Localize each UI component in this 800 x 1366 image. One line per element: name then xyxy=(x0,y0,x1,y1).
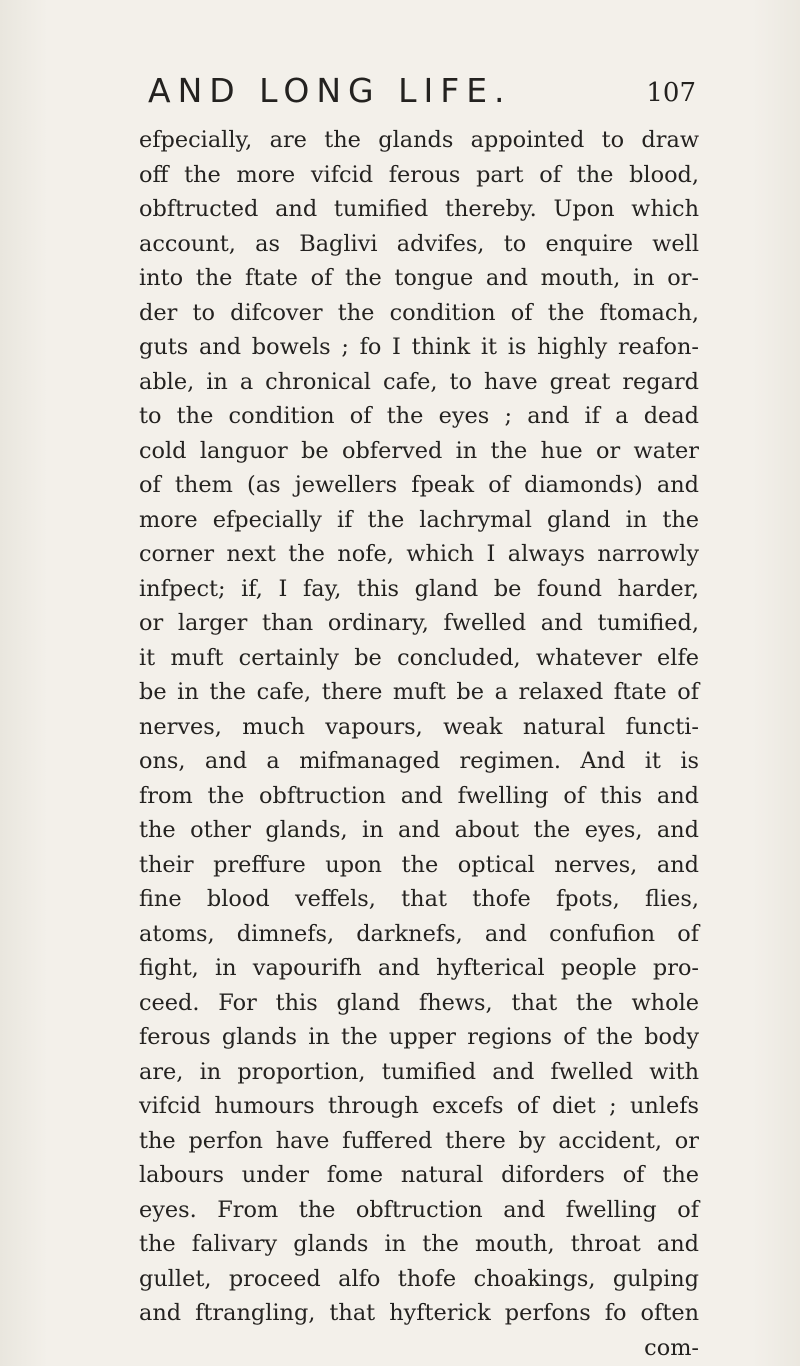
text-line: efpecially, are the glands appointed to draw xyxy=(139,127,699,153)
text-line: fight, in vapourifh and hyfterical people pro- xyxy=(139,955,699,981)
text-line: gullet, proceed alfo thofe choakings, gulping xyxy=(139,1265,699,1292)
text-line: it muft certainly be concluded, whatever elfe xyxy=(139,644,699,671)
running-head xyxy=(148,68,696,114)
text-line: and ftrangling, that hyfterick perfons fo often xyxy=(139,1300,699,1326)
text-line: to the condition of the eyes ; and if a dead xyxy=(139,403,699,429)
text-line: be in the cafe, there muft be a relaxed ftate of xyxy=(139,679,699,705)
text-line: the falivary glands in the mouth, throat and xyxy=(139,1231,699,1257)
text-line: of them (as jewellers fpeak of diamonds) and xyxy=(139,472,699,498)
text-line: cold languor be obferved in the hue or water xyxy=(139,437,699,464)
catchword: com- xyxy=(644,1334,699,1361)
text-line: obftructed and tumified thereby. Upon which xyxy=(139,196,699,222)
text-line: the perfon have fuffered there by accident, or xyxy=(139,1127,699,1154)
text-line: infpect; if, I fay, this gland be found harder, xyxy=(139,575,699,602)
text-line: ceed. For this gland fhews, that the whole xyxy=(139,989,699,1016)
running-head-title: AND LONG LIFE. xyxy=(148,71,512,110)
text-line: off the more vifcid ferous part of the blood, xyxy=(139,161,699,188)
text-line: are, in proportion, tumified and fwelled with xyxy=(139,1058,699,1085)
text-line: guts and bowels ; fo I think it is highly reafon- xyxy=(139,334,699,360)
text-line: corner next the nofe, which I always narrowly xyxy=(139,541,699,567)
text-line: labours under fome natural diforders of the xyxy=(139,1162,699,1188)
text-line: vifcid humours through excefs of diet ; unlefs xyxy=(139,1093,699,1119)
text-line: or larger than ordinary, fwelled and tumified, xyxy=(139,610,699,636)
text-line: account, as Baglivi advifes, to enquire well xyxy=(139,230,699,257)
text-line: nerves, much vapours, weak natural functi- xyxy=(139,713,699,740)
text-line: ons, and a mifmanaged regimen. And it is xyxy=(139,748,699,774)
text-line: from the obftruction and fwelling of this and xyxy=(139,782,699,809)
text-line: their preffure upon the optical nerves, and xyxy=(139,851,699,878)
text-line: der to difcover the condition of the ftomach, xyxy=(139,299,699,326)
text-line: fine blood veffels, that thofe fpots, flies, xyxy=(139,886,699,912)
text-line: more efpecially if the lachrymal gland in the xyxy=(139,506,699,533)
text-line: eyes. From the obftruction and fwelling of xyxy=(139,1196,699,1223)
page-number: 107 xyxy=(646,78,696,108)
text-line: the other glands, in and about the eyes, and xyxy=(139,817,699,843)
text-line: into the ftate of the tongue and mouth, in or- xyxy=(139,265,699,291)
text-line: ferous glands in the upper regions of the body xyxy=(139,1024,699,1050)
text-line: able, in a chronical cafe, to have great regard xyxy=(139,368,699,395)
text-line: atoms, dimnefs, darknefs, and confufion of xyxy=(139,920,699,947)
